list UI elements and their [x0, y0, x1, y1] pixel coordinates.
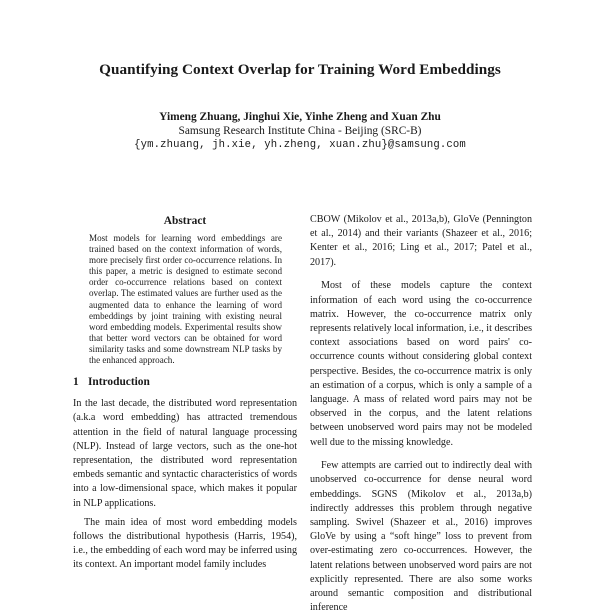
right-paragraph-3: Few attempts are carried out to indirectly deal with unobserved co-occurrence for dense neural word embeddings. SGNS (Mikolov et al., 2013a,b) indirectly addresses this problem through negative sampling. Swivel (Shazeer et al., 2016) improves GloVe by using a “soft hinge” loss to prevent from over-estimating zero co-occurrences. However, the latent relations between unobserved word pairs are not explicitly represented. There are also some works around semantic composition and distributional inference	[310, 460, 532, 614]
author-emails: {ym.zhuang, jh.xie, yh.zheng, xuan.zhu}@samsung.com	[134, 139, 466, 151]
section-heading-introduction	[73, 375, 297, 389]
section-number: 1	[73, 376, 79, 389]
section-title: Introduction	[88, 376, 150, 389]
right-paragraph-1: CBOW (Mikolov et al., 2013a,b), GloVe (Pennington et al., 2014) and their variants (Shazeer et al., 2016; Kenter et al., 2016; Ling et al., 2017; Patel et al., 2017).	[310, 214, 532, 268]
right-column	[310, 213, 532, 615]
right-paragraph-2: Most of these models capture the context information of each word using the co-occurrence matrix. However, the co-occurrence matrix only represents relatively local information, i.e., it describes context associations based on word pairs' co-occurrence counts without considering global context perspective. Besides, the co-occurrence matrix is only an estimation of a corpus, which is only a sample of a language. A mass of related word pairs may not be observed in the corpus, and the latent relations between unobserved word pairs may not be modeled well due to the missing knowledge.	[310, 280, 532, 448]
abstract-text: Most models for learning word embeddings are trained based on the context information of words, more precisely first order co-occurrence relations. In this paper, a metric is designed to estimate second order co-occurrence relations based on context overlap. The estimated values are further used as the augmented data to enhance the learning of word embeddings by joint training with existing neural word embedding models. Experimental results show that better word vectors can be obtained for word similarity tasks and some downstream NLP tasks by the enhanced approach.	[89, 233, 282, 366]
intro-paragraph-2: The main idea of most word embedding models follows the distributional hypothesis (Harris, 1954), i.e., the embedding of each word may be inferred using its context. An important model family includes	[73, 516, 297, 571]
abstract-heading: Abstract	[163, 215, 207, 227]
intro-paragraph-1: In the last decade, the distributed word representation (a.k.a word embedding) has attracted tremendous attention in the field of natural language processing (NLP). Instead of large vectors, such as the one-hot representation, the distributed word representation embeds semantic and syntactic characteristics of words into a low-dimensional space, which makes it popular in NLP applications.	[73, 398, 297, 509]
left-column	[73, 214, 297, 573]
author-list: Yimeng Zhuang, Jinghui Xie, Yinhe Zheng and Xuan Zhu	[159, 111, 441, 123]
affiliation: Samsung Research Institute China - Beijing (SRC-B)	[178, 125, 422, 137]
paper-title: Quantifying Context Overlap for Training Word Embeddings	[99, 61, 501, 78]
